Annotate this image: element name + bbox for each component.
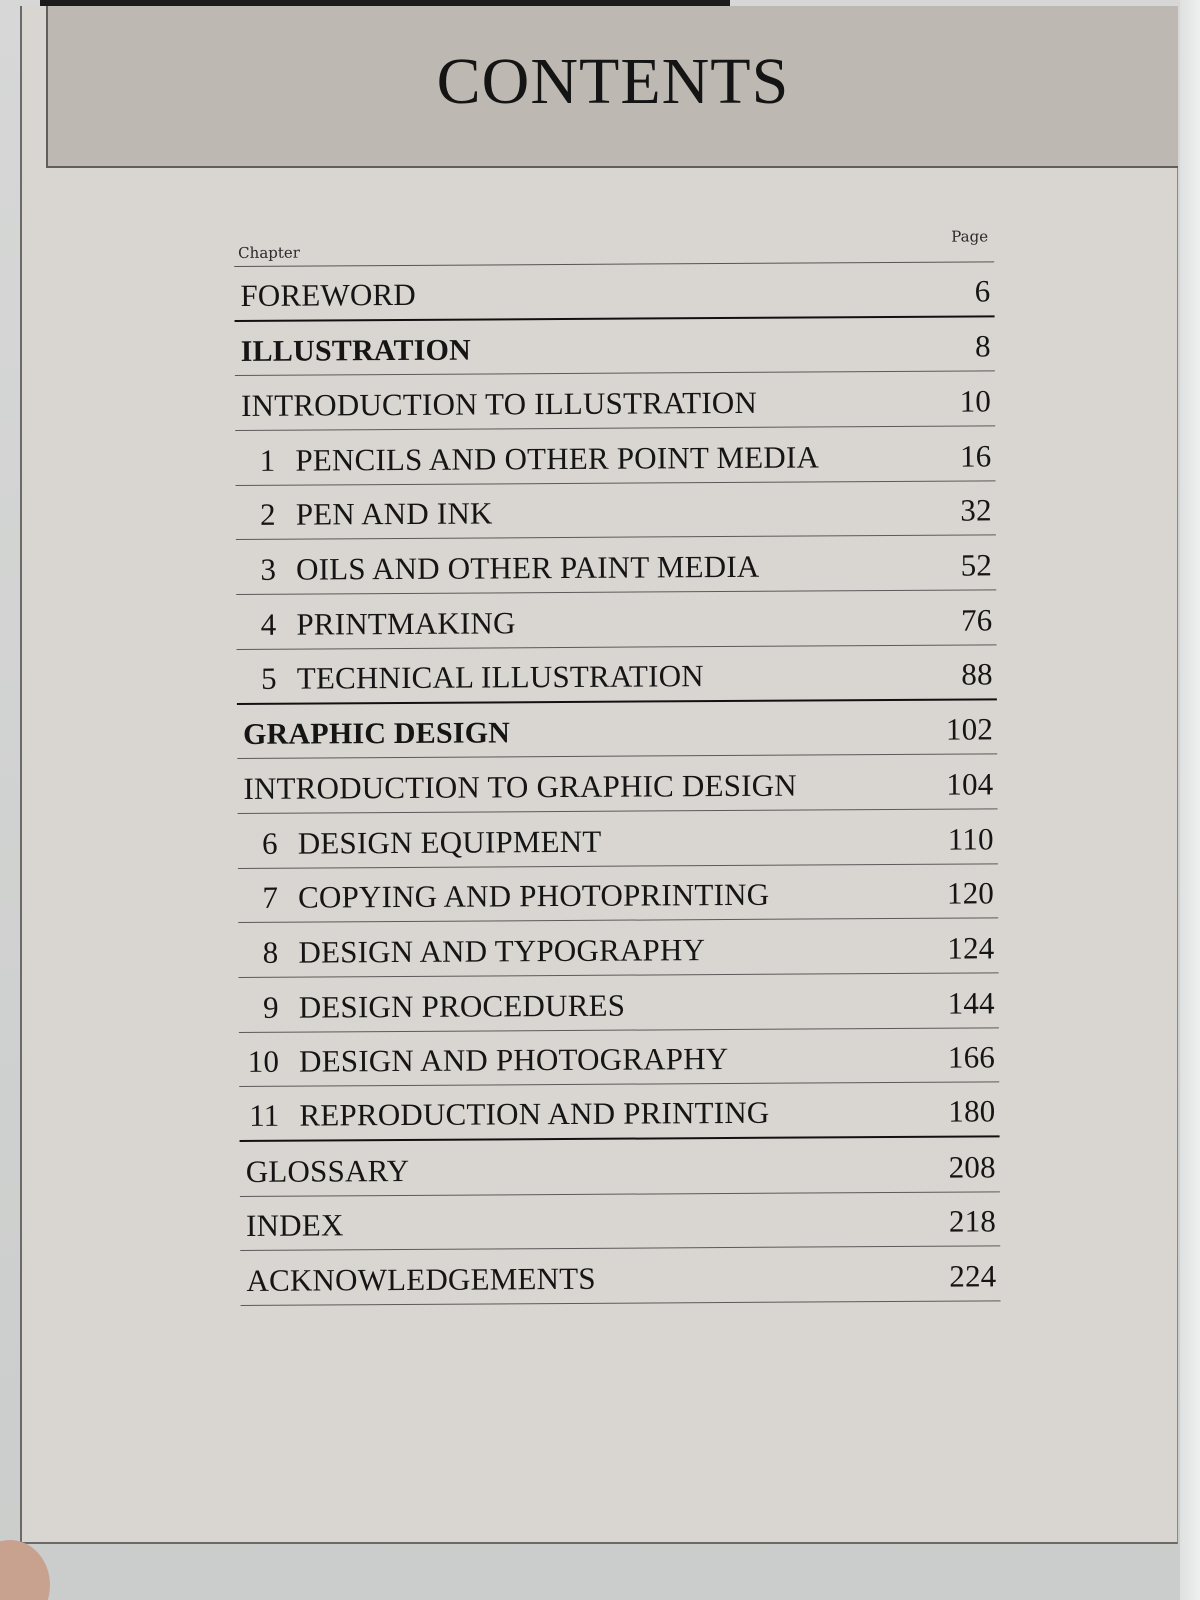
toc-entry-graphic-design bbox=[237, 700, 997, 759]
entry-label: GRAPHIC DESIGN bbox=[242, 716, 511, 752]
entry-label: INTRODUCTION TO ILLUSTRATION bbox=[240, 384, 758, 424]
chapter-number: 10 bbox=[247, 1044, 280, 1080]
entry-label: DESIGN AND TYPOGRAPHY bbox=[298, 932, 706, 970]
toc-entry-illustration bbox=[235, 317, 995, 376]
entry-label: COPYING AND PHOTOPRINTING bbox=[297, 876, 770, 915]
entry-page: 88 bbox=[961, 655, 993, 692]
entry-page: 6 bbox=[974, 273, 991, 309]
entry-page: 180 bbox=[948, 1093, 996, 1129]
chapter-number: 9 bbox=[262, 989, 279, 1025]
page-edge bbox=[1180, 0, 1200, 1600]
chapter-number: 7 bbox=[262, 879, 279, 916]
entry-page: 124 bbox=[947, 930, 995, 966]
chapter-number: 11 bbox=[249, 1097, 280, 1133]
entry-page: 10 bbox=[959, 383, 992, 419]
chapter-number: 3 bbox=[260, 551, 277, 587]
toc-entry-introduction-to-illustration bbox=[235, 372, 995, 431]
entry-page: 76 bbox=[960, 602, 993, 638]
toc-entry-chapter-9 bbox=[239, 973, 999, 1032]
entry-label: INTRODUCTION TO GRAPHIC DESIGN bbox=[243, 767, 797, 806]
entry-page: 102 bbox=[945, 711, 994, 747]
toc-entry-chapter-7 bbox=[238, 864, 998, 923]
toc-entry-chapter-1 bbox=[235, 426, 995, 485]
entry-page: 8 bbox=[974, 328, 991, 364]
entry-page: 208 bbox=[948, 1149, 996, 1185]
entry-page: 218 bbox=[948, 1203, 997, 1240]
toc-entry-chapter-3 bbox=[236, 536, 996, 595]
entry-label: ACKNOWLEDGEMENTS bbox=[246, 1260, 596, 1299]
entry-page: 144 bbox=[947, 984, 995, 1021]
entry-label: PENCILS AND OTHER POINT MEDIA bbox=[295, 439, 820, 478]
chapter-number: 5 bbox=[260, 660, 277, 696]
entry-page: 16 bbox=[959, 438, 992, 474]
entry-label: FOREWORD bbox=[240, 276, 417, 313]
page-title: CONTENTS bbox=[436, 45, 790, 118]
toc-entry-index bbox=[240, 1192, 1000, 1251]
chapter-number: 4 bbox=[260, 606, 277, 642]
toc-entry-acknowledgements bbox=[240, 1247, 1000, 1306]
entry-label: DESIGN EQUIPMENT bbox=[297, 823, 602, 861]
entry-label: GLOSSARY bbox=[245, 1152, 410, 1189]
header-band bbox=[46, 6, 1178, 168]
toc-entry-chapter-4 bbox=[236, 590, 996, 649]
fingertip bbox=[0, 1540, 50, 1600]
entry-page: 224 bbox=[949, 1258, 997, 1294]
entry-label: REPRODUCTION AND PRINTING bbox=[299, 1094, 770, 1133]
entry-label: PRINTMAKING bbox=[296, 605, 516, 642]
chapter-number: 6 bbox=[261, 825, 278, 861]
toc-entry-chapter-6 bbox=[238, 809, 998, 868]
chapter-number: 8 bbox=[262, 934, 279, 970]
entry-label: DESIGN AND PHOTOGRAPHY bbox=[298, 1041, 729, 1079]
table-of-contents bbox=[234, 223, 1001, 1306]
entry-page: 52 bbox=[960, 547, 993, 583]
chapter-number: 2 bbox=[259, 497, 276, 533]
toc-entry-chapter-10 bbox=[239, 1028, 999, 1087]
toc-column-headers bbox=[234, 223, 994, 267]
toc-entry-chapter-11 bbox=[239, 1083, 999, 1142]
toc-entry-glossary bbox=[240, 1137, 1000, 1196]
entry-label: INDEX bbox=[245, 1207, 344, 1244]
chapter-number: 1 bbox=[259, 442, 276, 478]
entry-page: 120 bbox=[946, 875, 995, 911]
entry-page: 32 bbox=[960, 492, 992, 529]
entry-page: 104 bbox=[946, 766, 994, 802]
toc-entry-chapter-8 bbox=[238, 919, 998, 978]
entry-page: 110 bbox=[947, 820, 994, 857]
toc-entry-chapter-2 bbox=[236, 481, 996, 540]
toc-entry-introduction-to-graphic-design bbox=[237, 755, 997, 814]
chapter-column-header: Chapter bbox=[238, 243, 300, 262]
contents-page bbox=[20, 6, 1178, 1544]
entry-label: ILLUSTRATION bbox=[240, 333, 472, 369]
entry-label: PEN AND INK bbox=[295, 495, 493, 533]
page-column-header: Page bbox=[951, 227, 989, 246]
toc-entry-chapter-5 bbox=[237, 645, 997, 704]
entry-label: OILS AND OTHER PAINT MEDIA bbox=[295, 548, 760, 587]
entry-label: TECHNICAL ILLUSTRATION bbox=[296, 657, 704, 696]
entry-page: 166 bbox=[947, 1039, 996, 1075]
toc-entry-foreword bbox=[234, 262, 994, 321]
entry-label: DESIGN PROCEDURES bbox=[298, 987, 626, 1025]
